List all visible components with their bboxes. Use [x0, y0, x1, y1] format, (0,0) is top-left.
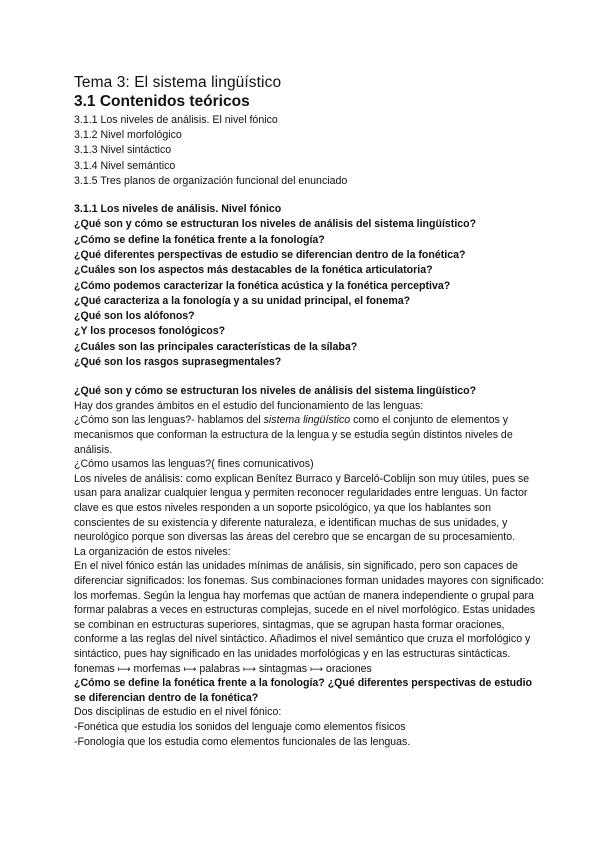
paragraph: -Fonética que estudia los sonidos del lenguaje como elementos físicos — [74, 720, 406, 733]
toc-item: 3.1.4 Nivel semántico — [74, 159, 176, 172]
question-list — [74, 202, 544, 370]
paragraph: Los niveles de análisis: como explican Benítez Burraco y Barceló-Coblijn son muy útiles, pues se usan para analizar cualquier lengua y permiten reconocer regularidades entre lenguas. Un factor clave es que estos niveles responden a un soporte psicológico, ya que los hablantes son conscientes de su existencia y diferente naturaleza, e identifican muchas de sus unidades, y neurológico porque son diversas las áreas del cerebro que se encargan de su procesamiento. — [74, 472, 530, 544]
arrow-icon: ⟼ — [242, 663, 256, 674]
chain-item: morfemas — [133, 662, 181, 675]
paragraph: ¿Cómo son las lenguas?- hablamos del sistema lingüístico como el conjunto de elementos y mecanismos que conforman la estructura de la lengua y se estudia según distintos niveles de análisis. — [74, 414, 513, 456]
table-of-contents — [74, 113, 544, 189]
emphasis: sistema lingüístico — [263, 414, 351, 427]
question-item: ¿Cuáles son las principales características de la sílaba? — [74, 340, 358, 353]
paragraph: Dos disciplinas de estudio en el nivel fónico: — [74, 706, 282, 719]
question-item: ¿Qué son y cómo se estructuran los niveles de análisis del sistema lingüístico? — [74, 218, 477, 231]
question-item: ¿Qué son los rasgos suprasegmentales? — [74, 355, 282, 368]
question-item: ¿Y los procesos fonológicos? — [74, 325, 226, 338]
question-item: ¿Cuáles son los aspectos más destacables de la fonética articulatoria? — [74, 264, 433, 277]
paragraph: En el nivel fónico están las unidades mínimas de análisis, sin significado, pero son capaces de diferenciar significados: los fonemas. Sus combinaciones forman unidades mayores con significado: los morfemas. Según la lengua hay morfemas que actúan de manera independiente o grupal para formar palabras a veces en estructuras complejas, sucede en el nivel morfológico. Estas unidades se combinan en estructuras superiores, sintagmas, que se agrupan hasta formar oraciones, conforme a las reglas del nivel sintáctico. Añadimos el nivel semántico que cruza el morfológico y sintáctico, pues hay significado en las unidades morfológicas y en las estructuras sintácticas. — [74, 560, 544, 660]
question-item: ¿Cómo podemos caracterizar la fonética acústica y la fonética perceptiva? — [74, 279, 451, 292]
paragraph: ¿Cómo usamos las lenguas?( fines comunicativos) — [74, 458, 314, 471]
toc-item: 3.1.2 Nivel morfológico — [74, 129, 182, 142]
question-heading: ¿Qué son y cómo se estructuran los niveles de análisis del sistema lingüístico? — [74, 385, 477, 398]
arrow-icon: ⟼ — [310, 663, 323, 674]
arrow-icon: ⟼ — [117, 663, 131, 674]
paragraph: Hay dos grandes ámbitos en el estudio del funcionamiento de las lenguas: — [74, 399, 424, 412]
question-item: ¿Cómo se define la fonética frente a la fonología? — [74, 233, 325, 246]
question-item: ¿Qué son los alófonos? — [74, 310, 195, 323]
chain-item: fonemas — [74, 662, 115, 675]
unit-chain — [74, 662, 544, 677]
arrow-icon: ⟼ — [183, 663, 197, 674]
paragraph: -Fonología que los estudia como elementos funcionales de las lenguas. — [74, 735, 411, 748]
paragraph: La organización de estos niveles: — [74, 545, 231, 558]
chain-item: oraciones — [325, 662, 372, 675]
question-heading: ¿Cómo se define la fonética frente a la fonología? ¿Qué diferentes perspectivas de estudio se diferencian dentro de la fonética? — [74, 677, 532, 704]
chain-item: sintagmas — [258, 662, 308, 675]
question-item: ¿Qué caracteriza a la fonología y a su unidad principal, el fonema? — [74, 294, 411, 307]
document-title: Tema 3: El sistema lingüístico — [74, 74, 282, 91]
question-item: ¿Qué diferentes perspectivas de estudio se diferencian dentro de la fonética? — [74, 248, 466, 261]
toc-item: 3.1.1 Los niveles de análisis. El nivel fónico — [74, 114, 278, 126]
question-heading: 3.1.1 Los niveles de análisis. Nivel fónico — [74, 203, 282, 216]
body-text — [74, 384, 544, 749]
toc-item: 3.1.5 Tres planos de organización funcional del enunciado — [74, 174, 348, 187]
section-subtitle: 3.1 Contenidos teóricos — [74, 93, 250, 110]
toc-item: 3.1.3 Nivel sintáctico — [74, 144, 172, 157]
chain-item: palabras — [199, 662, 240, 675]
